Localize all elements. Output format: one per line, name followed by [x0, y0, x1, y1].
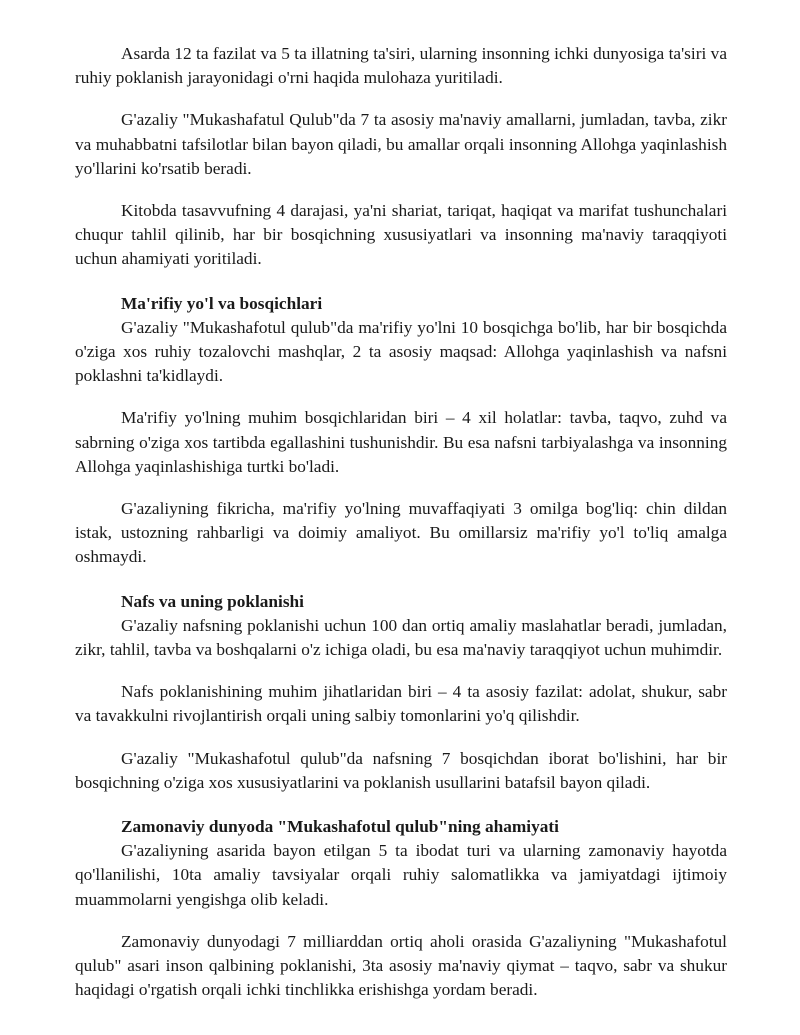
paragraph: Zamonaviy dunyodagi 7 milliarddan ortiq aholi orasida G'azaliyning "Mukashafotul qulub" asari inson qalbining poklanishi, 3ta asosiy ma'naviy qiymat – taqvo, sabr va shukur haqidagi o'rgatish orqali ichki tinchlikka erishishga yordam beradi. — [75, 931, 727, 1000]
paragraph: Kitobda tasavvufning 4 darajasi, ya'ni shariat, tariqat, haqiqat va marifat tushunchalari chuqur tahlil qilinib, har bir bosqichning xususiyatlari va insonning ma'naviy taraqqiyoti uchun ahamiyati yoritiladi. — [75, 201, 727, 269]
section-heading: Nafs va uning poklanishi — [121, 591, 304, 611]
paragraph: G'azaliyning fikricha, ma'rifiy yo'lning muvaffaqiyati 3 omilga bog'liq: chin dildan istak, ustozning rahbarligi va doimiy amaliyot. Bu omillarsiz ma'rifiy yo'l to'liq amalga oshmaydi. — [75, 499, 727, 567]
paragraph: G'azaliy "Mukashafotul qulub"da nafsning 7 bosqichdan iborat bo'lishini, har bir bosqichning o'ziga xos xususiyatlarini va poklanish usullarini batafsil bayon qiladi. — [75, 748, 727, 792]
document-page — [75, 42, 727, 1003]
section-heading: Zamonaviy dunyoda "Mukashafotul qulub"ning ahamiyati — [121, 817, 559, 837]
paragraph: Asarda 12 ta fazilat va 5 ta illatning ta'siri, ularning insonning ichki dunyosiga ta'siri va ruhiy poklanish jarayonidagi o'rni haqida mulohaza yuritiladi. — [75, 44, 727, 88]
paragraph: G'azaliy nafsning poklanishi uchun 100 dan ortiq amaliy maslahatlar beradi, jumladan, zikr, tahlil, tavba va boshqalarni o'z ichiga oladi, bu esa ma'naviy taraqqiyot uchun muhimdir. — [75, 615, 727, 660]
paragraph: G'azaliy "Mukashafatul Qulub"da 7 ta asosiy ma'naviy amallarni, jumladan, tavba, zikr va muhabbatni tafsilotlar bilan bayon qiladi, bu amallar orqali insonning Allohga yaqinlashish yo'llarini ko'rsatib beradi. — [75, 110, 727, 178]
paragraph: Nafs poklanishining muhim jihatlaridan biri – 4 ta asosiy fazilat: adolat, shukur, sabr va tavakkulni rivojlantirish orqali uning salbiy tomonlarini yo'q qilishdir. — [75, 682, 727, 726]
paragraph: G'azaliyning asarida bayon etilgan 5 ta ibodat turi va ularning zamonaviy hayotda qo'llanilishi, 10ta amaliy tavsiyalar orqali ruhiy salomatlikka va jamiyatdagi ijtimoiy muammolarni yengishga olib keladi. — [75, 841, 727, 909]
paragraph: G'azaliy "Mukashafotul qulub"da ma'rifiy yo'lni 10 bosqichga bo'lib, har bir bosqichda o'ziga xos ruhiy tozalovchi mashqlar, 2 ta asosiy maqsad: Allohga yaqinlashish va nafsni poklashni ta'kidlaydi. — [75, 317, 727, 386]
section-heading: Ma'rifiy yo'l va bosqichlari — [121, 293, 323, 313]
paragraph: Ma'rifiy yo'lning muhim bosqichlaridan biri – 4 xil holatlar: tavba, taqvo, zuhd va sabrning o'ziga xos tartibda egallashini tushunishdir. Bu esa nafsni tarbiyalashga va insonning Allohga yaqinlashishiga turtki bo'ladi. — [75, 408, 727, 476]
